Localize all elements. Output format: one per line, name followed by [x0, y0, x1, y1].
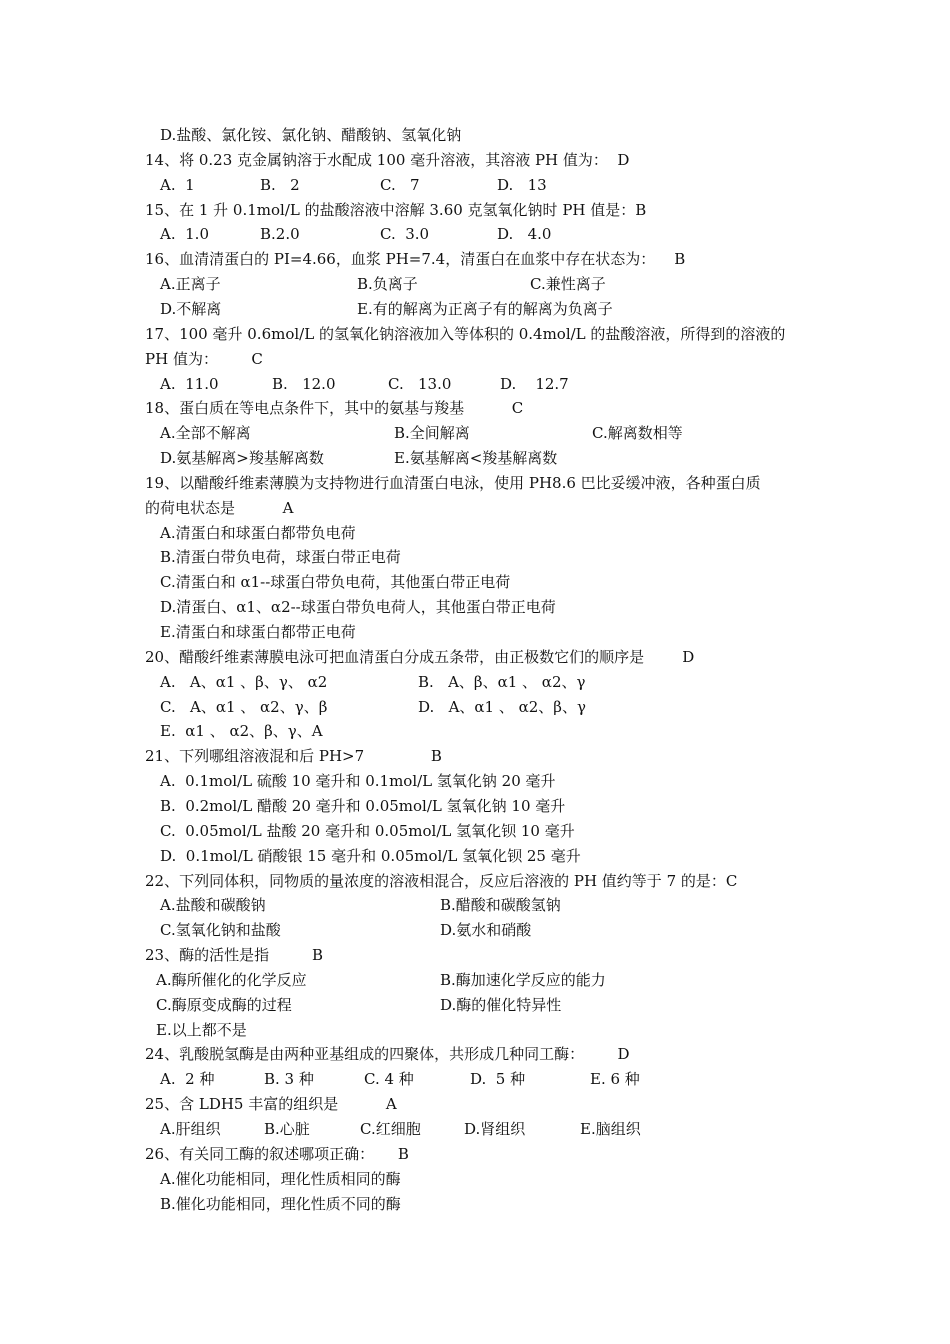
question-text: 22、下列同体积，同物质的量浓度的溶液相混合，反应后溶液的 PH 值约等于 7 的是：C — [145, 872, 738, 890]
answer-option: D.清蛋白、α1、α2--球蛋白带负电荷人，其他蛋白带正电荷 — [160, 598, 556, 616]
answer-option: C.清蛋白和 α1--球蛋白带负电荷，其他蛋白带正电荷 — [160, 573, 511, 591]
question-text: 23、酶的活性是指 B — [145, 946, 324, 964]
answer-option: A.催化功能相同，理化性质相同的酶 — [160, 1170, 401, 1188]
answer-option: C. 13.0 — [388, 375, 452, 393]
answer-option: A. A、α1 、β、γ、 α2 — [160, 673, 328, 691]
answer-option: A.盐酸和碳酸钠 — [160, 896, 266, 914]
answer-option: C.氢氧化钠和盐酸 — [160, 921, 281, 939]
answer-option: E.以上都不是 — [156, 1021, 247, 1039]
answer-option: B. 3 种 — [264, 1070, 314, 1088]
question-text: 15、在 1 升 0.1mol/L 的盐酸溶液中溶解 3.60 克氢氧化钠时 PH 值是：B — [145, 201, 647, 219]
answer-option: C.红细胞 — [360, 1120, 421, 1138]
question-text: PH 值为： C — [145, 350, 263, 368]
answer-option: C. 0.05mol/L 盐酸 20 毫升和 0.05mol/L 氢氧化钡 10 毫升 — [160, 822, 575, 840]
answer-option: A. 0.1mol/L 硫酸 10 毫升和 0.1mol/L 氢氧化钠 20 毫升 — [160, 772, 556, 790]
answer-option: B.酶加速化学反应的能力 — [440, 971, 606, 989]
answer-option: D.氨水和硝酸 — [440, 921, 532, 939]
answer-option: B. 12.0 — [272, 375, 336, 393]
answer-option: D. 0.1mol/L 硝酸银 15 毫升和 0.05mol/L 氢氧化钡 25 毫升 — [160, 847, 581, 865]
answer-option: A.肝组织 — [160, 1120, 221, 1138]
question-text: 16、血清清蛋白的 PI=4.66，血浆 PH=7.4，清蛋白在血浆中存在状态为： B — [145, 250, 686, 268]
answer-option: C.兼性离子 — [530, 275, 606, 293]
answer-option: B.负离子 — [357, 275, 418, 293]
answer-option: B. A、β、α1 、 α2、γ — [418, 673, 586, 691]
answer-option: A.正离子 — [160, 275, 221, 293]
answer-option: B.心脏 — [264, 1120, 310, 1138]
answer-option: D. A、α1 、 α2、β、γ — [418, 698, 586, 716]
question-text: 18、蛋白质在等电点条件下，其中的氨基与羧基 C — [145, 399, 524, 417]
question-text: 26、有关同工酶的叙述哪项正确： B — [145, 1145, 409, 1163]
question-text: 21、下列哪组溶液混和后 PH>7 B — [145, 747, 442, 765]
answer-option: B. 2 — [260, 176, 300, 194]
answer-option: C.解离数相等 — [592, 424, 683, 442]
answer-option: C. 4 种 — [364, 1070, 414, 1088]
question-text: 25、含 LDH5 丰富的组织是 A — [145, 1095, 397, 1113]
answer-option: C. A、α1 、 α2、γ、β — [160, 698, 328, 716]
answer-option: B.清蛋白带负电荷，球蛋白带正电荷 — [160, 548, 401, 566]
answer-option: D.肾组织 — [464, 1120, 526, 1138]
answer-option: E.清蛋白和球蛋白都带正电荷 — [160, 623, 356, 641]
question-text: 20、醋酸纤维素薄膜电泳可把血清蛋白分成五条带，由正极数它们的顺序是 D — [145, 648, 695, 666]
answer-option: C. 3.0 — [380, 225, 430, 243]
answer-option: A.清蛋白和球蛋白都带负电荷 — [160, 524, 356, 542]
answer-option: A. 1 — [160, 176, 195, 194]
question-text: 19、以醋酸纤维素薄膜为支持物进行血清蛋白电泳，使用 PH8.6 巴比妥缓冲液，各种蛋白质 — [145, 474, 761, 492]
answer-option: D.酶的催化特异性 — [440, 996, 562, 1014]
answer-option: B.全间解离 — [394, 424, 470, 442]
answer-option: C. 7 — [380, 176, 420, 194]
answer-option: B. 0.2mol/L 醋酸 20 毫升和 0.05mol/L 氢氧化钠 10 毫升 — [160, 797, 566, 815]
answer-option: B.醋酸和碳酸氢钠 — [440, 896, 561, 914]
answer-option: D. 12.7 — [500, 375, 569, 393]
answer-option: D.不解离 — [160, 300, 222, 318]
answer-option: D.氨基解离>羧基解离数 — [160, 449, 324, 467]
question-text: 14、将 0.23 克金属钠溶于水配成 100 毫升溶液，其溶液 PH 值为： D — [145, 151, 630, 169]
answer-option: E.氨基解离<羧基解离数 — [394, 449, 558, 467]
answer-option: E.有的解离为正离子有的解离为负离子 — [357, 300, 613, 318]
answer-option: D.盐酸、氯化铵、氯化钠、醋酸钠、氢氧化钠 — [160, 126, 462, 144]
answer-option: D. 4.0 — [497, 225, 552, 243]
answer-option: E.脑组织 — [580, 1120, 641, 1138]
answer-option: E. 6 种 — [590, 1070, 640, 1088]
answer-option: C.酶原变成酶的过程 — [156, 996, 292, 1014]
answer-option: B.催化功能相同，理化性质不同的酶 — [160, 1195, 401, 1213]
answer-option: D. 5 种 — [470, 1070, 526, 1088]
question-text: 的荷电状态是 A — [145, 499, 294, 517]
answer-option: E. α1 、 α2、β、γ、A — [160, 722, 323, 740]
answer-option: A. 11.0 — [160, 375, 219, 393]
answer-option: A.全部不解离 — [160, 424, 251, 442]
question-text: 17、100 毫升 0.6mol/L 的氢氧化钠溶液加入等体积的 0.4mol/L 的盐酸溶液，所得到的溶液的 — [145, 325, 786, 343]
answer-option: D. 13 — [497, 176, 547, 194]
answer-option: A.酶所催化的化学反应 — [156, 971, 307, 989]
answer-option: A. 2 种 — [160, 1070, 215, 1088]
answer-option: A. 1.0 — [160, 225, 209, 243]
question-text: 24、乳酸脱氢酶是由两种亚基组成的四聚体，共形成几种同工酶： D — [145, 1045, 630, 1063]
answer-option: B.2.0 — [260, 225, 300, 243]
